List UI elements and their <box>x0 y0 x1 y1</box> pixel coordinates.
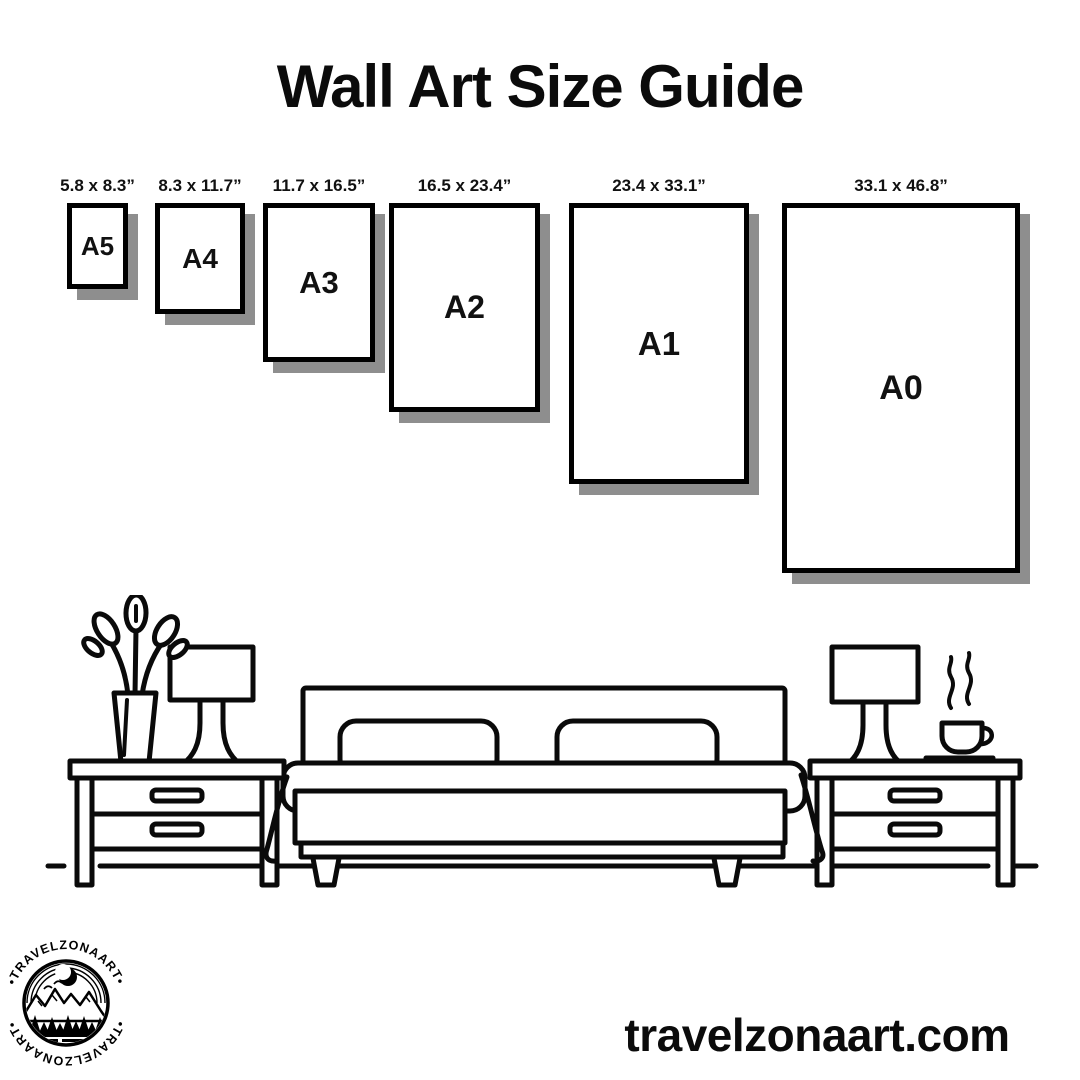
logo-arc-text-bottom: •TRAVELZONAART• <box>4 1019 128 1069</box>
drawer-handle <box>890 824 940 835</box>
size-item-a3 <box>263 177 375 362</box>
nightstand-left-icon <box>70 761 284 849</box>
logo-arc-text-top: •TRAVELZONAART• <box>4 937 128 987</box>
bed-base <box>301 843 783 857</box>
size-dimensions-a2: 16.5 x 23.4” <box>417 176 512 195</box>
table-lamp-left-icon <box>170 647 253 764</box>
bed-frame <box>295 791 785 843</box>
size-frame-a3 <box>263 203 375 362</box>
size-dimensions-a1: 23.4 x 33.1” <box>612 176 706 195</box>
double-bed-icon <box>266 688 823 861</box>
drawer-handle <box>152 824 202 835</box>
table-lamp-right-icon <box>832 647 918 765</box>
size-label-a1: A1 <box>637 324 681 362</box>
size-item-a4 <box>155 177 245 314</box>
size-dimensions-a3: 11.7 x 16.5” <box>272 176 366 195</box>
steam <box>967 653 971 704</box>
size-label-a2: A2 <box>444 289 485 325</box>
nightstand-right-icon <box>810 761 1020 849</box>
size-label-a0: A0 <box>879 368 923 407</box>
size-frame-a1 <box>569 203 749 484</box>
size-item-a2 <box>389 177 540 412</box>
size-item-a0 <box>782 177 1020 573</box>
page-title: Wall Art Size Guide <box>276 53 804 120</box>
size-frame-a0 <box>782 203 1020 573</box>
size-dimensions-a0: 33.1 x 46.8” <box>854 176 948 195</box>
coffee-cup-icon <box>926 653 993 758</box>
size-item-a5 <box>60 176 135 289</box>
size-dimensions-a4: 8.3 x 11.7” <box>158 176 242 195</box>
website-url: travelzonaart.com <box>624 1009 1010 1061</box>
bedroom-illustration <box>0 595 1080 905</box>
size-item-a1 <box>569 177 749 484</box>
size-frame-a5 <box>67 203 128 289</box>
size-frame-a2 <box>389 203 540 412</box>
size-frame-a4 <box>155 203 245 314</box>
drawer-handle <box>152 790 202 801</box>
size-dimensions-a5: 5.8 x 8.3” <box>60 176 135 195</box>
brand-logo <box>2 933 134 1073</box>
steam <box>949 657 953 708</box>
drawer-handle <box>890 790 940 801</box>
size-label-a4: A4 <box>182 242 218 274</box>
size-label-a3: A3 <box>299 264 339 300</box>
size-label-a5: A5 <box>80 230 115 261</box>
